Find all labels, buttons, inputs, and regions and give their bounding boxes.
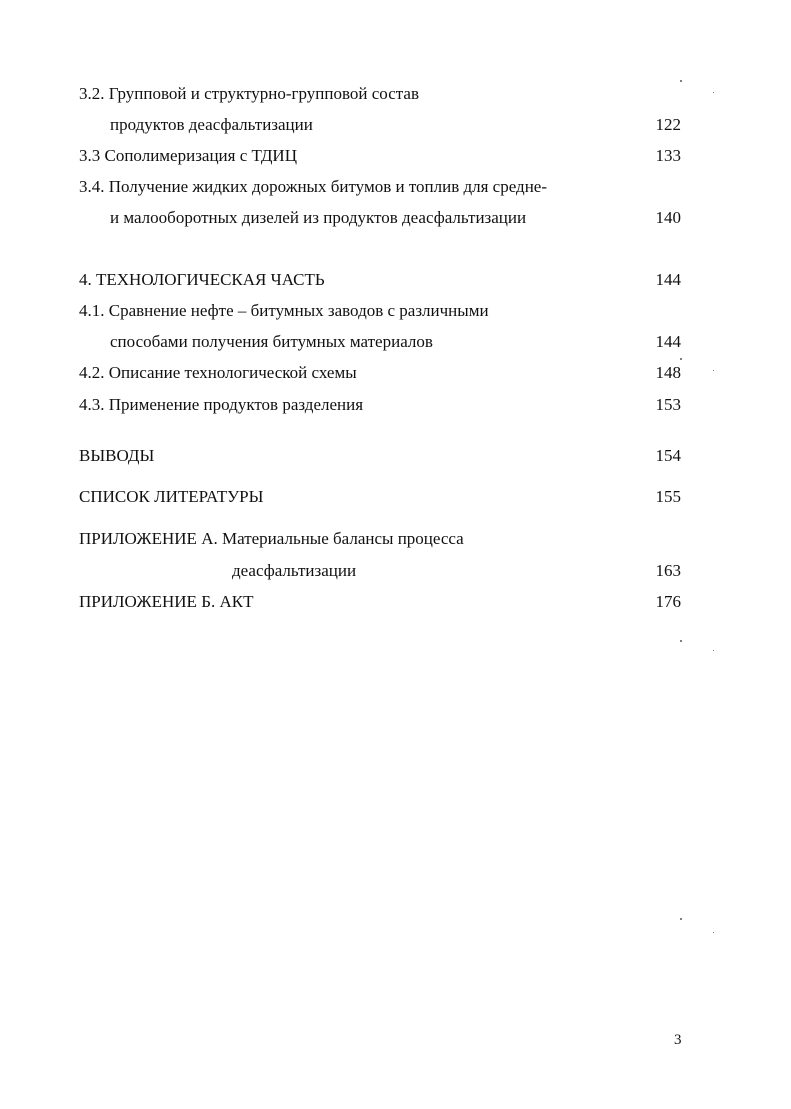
toc-entry-3-2-page: 122 [655, 115, 681, 134]
toc-entry-4-3-title: 4.3. Применение продуктов разделения [79, 395, 364, 414]
toc-entry-4-3-page: 153 [655, 395, 681, 414]
toc-entry-4-1-title-cont: способами получения битумных материалов [110, 332, 433, 351]
scan-speck [713, 650, 714, 651]
toc-entry-4-2-page: 148 [655, 363, 681, 382]
toc-entry-appendix-b-title: ПРИЛОЖЕНИЕ Б. АКТ [79, 592, 254, 611]
toc-entry-4-1-page: 144 [655, 332, 681, 351]
toc-entry-references-title: СПИСОК ЛИТЕРАТУРЫ [79, 487, 264, 506]
toc-entry-references-page: 155 [655, 487, 681, 506]
toc-entry-3-3-title: 3.3 Сополимеризация с ТДИЦ [79, 146, 297, 165]
scan-speck [680, 80, 682, 82]
scan-speck [680, 918, 682, 920]
toc-entry-appendix-a-page: 163 [655, 561, 681, 580]
toc-entry-3-4-page: 140 [655, 208, 681, 227]
toc-entry-conclusions-page: 154 [655, 446, 681, 465]
toc-entry-appendix-b-page: 176 [655, 592, 681, 611]
toc-entry-conclusions-title: ВЫВОДЫ [79, 446, 155, 465]
toc-entry-4-1-title: 4.1. Сравнение нефте – битумных заводов с различными [79, 301, 489, 320]
scan-speck [680, 640, 682, 642]
toc-entry-appendix-a-title-cont: деасфальтизации [232, 561, 357, 580]
toc-entry-3-4-title-cont: и малооборотных дизелей из продуктов деасфальтизации [110, 208, 527, 227]
toc-entry-4-page: 144 [655, 270, 681, 289]
toc-entry-3-3-page: 133 [655, 146, 681, 165]
page-number: 3 [674, 1032, 682, 1048]
toc-entry-3-2-title-cont: продуктов деасфальтизации [110, 115, 313, 134]
scan-speck [713, 932, 714, 933]
toc-entry-3-2-title: 3.2. Групповой и структурно-групповой состав [79, 84, 419, 103]
scan-speck [713, 92, 714, 93]
scan-speck [680, 358, 682, 360]
scan-speck [713, 370, 714, 371]
toc-entry-4-title: 4. ТЕХНОЛОГИЧЕСКАЯ ЧАСТЬ [79, 270, 325, 289]
toc-entry-appendix-a-title: ПРИЛОЖЕНИЕ А. Материальные балансы процесса [79, 529, 464, 548]
toc-entry-4-2-title: 4.2. Описание технологической схемы [79, 363, 357, 382]
toc-entry-3-4-title: 3.4. Получение жидких дорожных битумов и топлив для средне- [79, 177, 548, 196]
